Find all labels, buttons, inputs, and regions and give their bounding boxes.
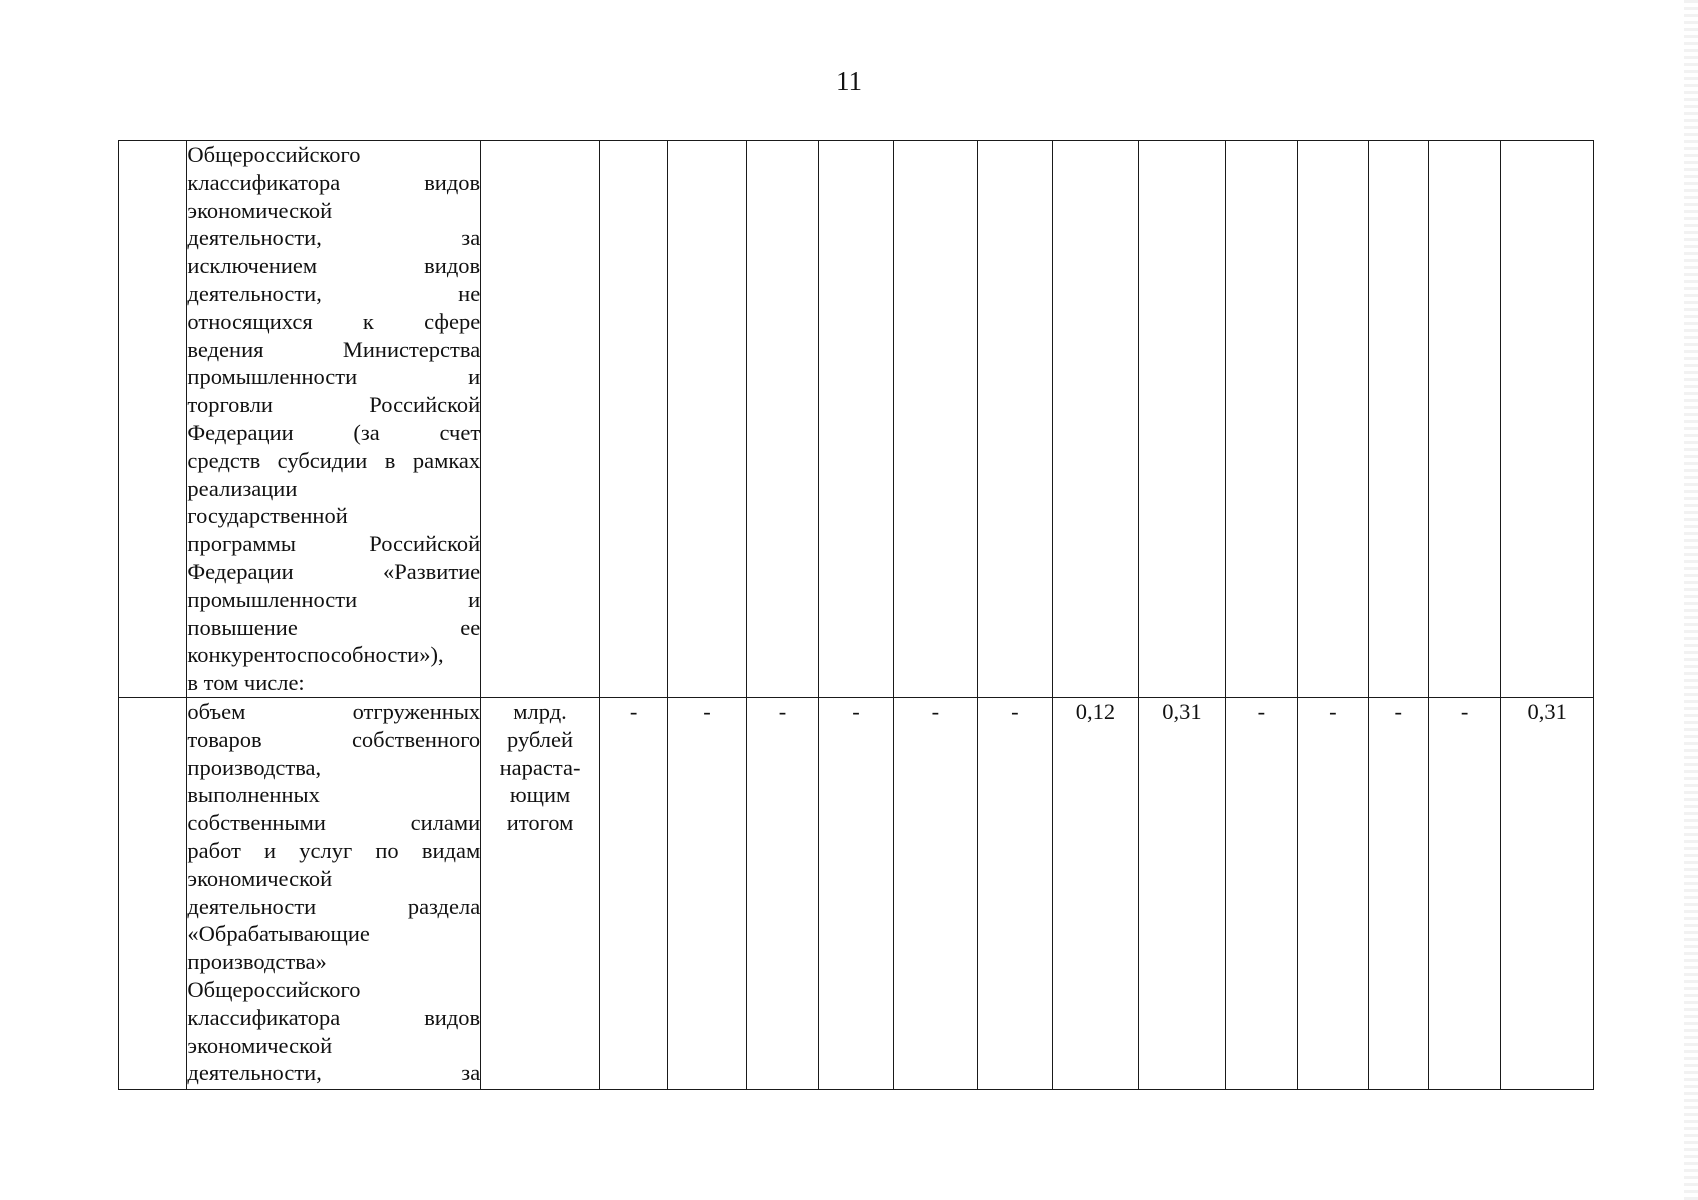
- unit-line: нараста-: [499, 754, 581, 780]
- value-cell: [893, 141, 978, 698]
- unit-cell: [481, 141, 600, 698]
- description-line: деятельности, за: [187, 225, 481, 251]
- description-line: деятельности раздела: [187, 893, 481, 919]
- value-cell: -: [599, 697, 667, 1089]
- description-line: классификатора видов: [187, 169, 481, 195]
- description-line: исключением видов: [187, 253, 481, 279]
- value-cell: [1501, 141, 1594, 698]
- table-row: [119, 697, 1594, 1089]
- value-cell: -: [819, 697, 893, 1089]
- description-line: реализации: [187, 475, 298, 501]
- row-number-cell: [119, 697, 187, 1089]
- unit-line: итогом: [506, 810, 574, 836]
- value-cell: -: [1428, 697, 1500, 1089]
- indicator-table: [118, 140, 1594, 1090]
- description-line: экономической: [187, 1032, 333, 1058]
- description-line: Общероссийского: [187, 142, 361, 167]
- description-line: объем отгруженных: [187, 698, 481, 724]
- value-cell: 0,12: [1052, 697, 1139, 1089]
- value-cell: [1052, 141, 1139, 698]
- description-line: Федерации «Развитие: [187, 558, 481, 584]
- description-line: экономической: [187, 197, 333, 223]
- value-cell: [1428, 141, 1500, 698]
- value-cell: -: [668, 697, 746, 1089]
- description-line: деятельности, за: [187, 1060, 481, 1086]
- description-line: «Обрабатывающие: [187, 921, 370, 947]
- value-cell: [1139, 141, 1226, 698]
- row-number-cell: [119, 141, 187, 698]
- value-cell: [746, 141, 818, 698]
- indicator-description-cell: [187, 697, 481, 1089]
- unit-line: рублей: [507, 726, 574, 752]
- description-line: повышение ее: [187, 614, 481, 640]
- value-cell: [1368, 141, 1428, 698]
- value-cell: -: [1298, 697, 1368, 1089]
- value-cell: [668, 141, 746, 698]
- value-cell: [599, 141, 667, 698]
- value-cell: -: [746, 697, 818, 1089]
- description-line: производства»: [187, 949, 327, 975]
- indicator-description-cell: [187, 141, 481, 698]
- value-cell: [978, 141, 1052, 698]
- description-line: программы Российской: [187, 531, 481, 557]
- description-line: производства,: [187, 754, 322, 780]
- value-cell: -: [1225, 697, 1297, 1089]
- value-cell: -: [1368, 697, 1428, 1089]
- description-line: средств субсидии в рамках: [187, 447, 481, 473]
- description-line: собственными силами: [187, 810, 481, 836]
- unit-line: млрд.: [513, 698, 567, 724]
- unit-line: ющим: [509, 782, 571, 808]
- table-row: [119, 141, 1594, 698]
- description-line: Федерации (за счет: [187, 419, 481, 445]
- description-line: товаров собственного: [187, 726, 481, 752]
- description-line: торговли Российской: [187, 392, 481, 418]
- description-line: ведения Министерства: [187, 336, 481, 362]
- unit-cell: [481, 697, 600, 1089]
- description-line: конкурентоспособности»),: [187, 642, 444, 668]
- value-cell: [1225, 141, 1297, 698]
- description-line: государственной: [187, 503, 348, 529]
- value-cell: [1298, 141, 1368, 698]
- description-line: экономической: [187, 865, 333, 891]
- description-line: выполненных: [187, 782, 320, 808]
- value-cell: -: [893, 697, 978, 1089]
- value-cell: [819, 141, 893, 698]
- scan-edge-decoration: [1684, 0, 1698, 1200]
- value-cell: 0,31: [1139, 697, 1226, 1089]
- description-line: Общероссийского: [187, 976, 361, 1002]
- page-number: 11: [836, 66, 862, 96]
- value-cell: 0,31: [1501, 697, 1594, 1089]
- description-line: работ и услуг по видам: [187, 837, 481, 863]
- description-line: в том числе:: [187, 670, 305, 696]
- description-line: классификатора видов: [187, 1004, 481, 1030]
- description-line: относящихся к сфере: [187, 308, 481, 334]
- description-line: деятельности, не: [187, 280, 481, 306]
- description-line: промышленности и: [187, 586, 481, 612]
- description-line: промышленности и: [187, 364, 481, 390]
- value-cell: -: [978, 697, 1052, 1089]
